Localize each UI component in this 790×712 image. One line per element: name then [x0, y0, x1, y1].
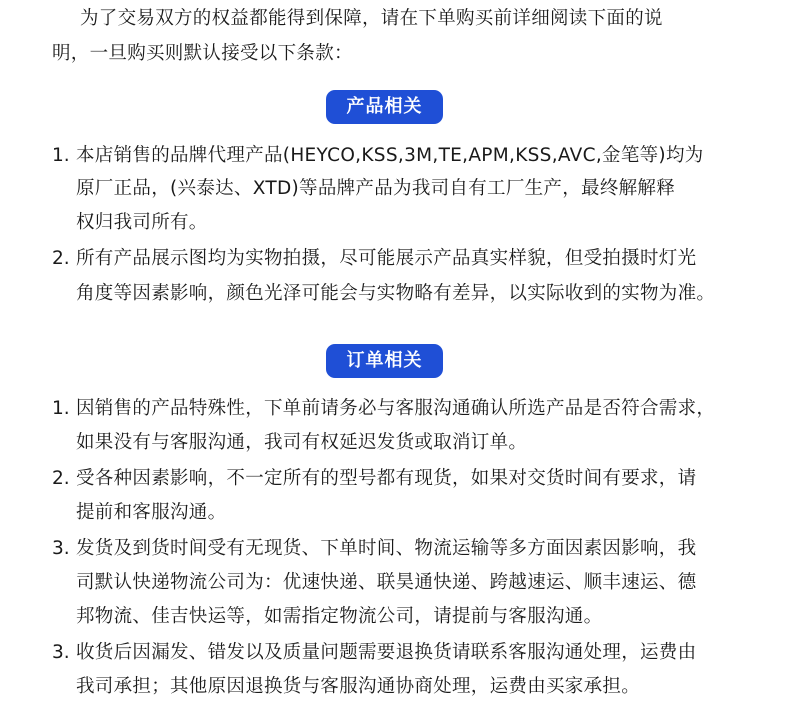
product-item-1-number: 1.: [52, 145, 70, 166]
order-item-4-number: 3.: [52, 642, 70, 663]
order-section-title: 订单相关: [326, 344, 443, 378]
order-item-4-line-1: 收货后因漏发、错发以及质量问题需要退换货请联系客服沟通处理，运费由: [76, 642, 697, 663]
product-item-1-line-3: 权归我司所有。: [76, 212, 208, 233]
order-item-2-number: 2.: [52, 468, 70, 489]
order-item-1-number: 1.: [52, 398, 70, 419]
order-item-2-line-1: 受各种因素影响，不一定所有的型号都有现货，如果对交货时间有要求，请: [76, 468, 697, 489]
product-item-2-number: 2.: [52, 248, 70, 269]
order-item-4-line-2: 我司承担；其他原因退换货与客服沟通协商处理，运费由买家承担。: [76, 676, 641, 697]
product-item-2-line-1: 所有产品展示图均为实物拍摄，尽可能展示产品真实样貌，但受拍摄时灯光: [76, 248, 697, 269]
product-item-1-line-1: 本店销售的品牌代理产品(HEYCO,KSS,3M,TE,APM,KSS,AVC,金笔等)均为: [76, 145, 704, 166]
product-section-title: 产品相关: [326, 90, 443, 124]
product-item-1-line-2: 原厂正品，(兴泰达、XTD)等品牌产品为我司自有工厂生产，最终解解释: [76, 178, 676, 199]
intro-line-1: 为了交易双方的权益都能得到保障，请在下单购买前详细阅读下面的说: [80, 8, 663, 29]
order-item-3-line-2: 司默认快递物流公司为：优速快递、联昊通快递、跨越速运、顺丰速运、德: [76, 572, 697, 593]
order-item-1-line-2: 如果没有与客服沟通，我司有权延迟发货或取消订单。: [76, 432, 528, 453]
order-item-1-line-1: 因销售的产品特殊性，下单前请务必与客服沟通确认所选产品是否符合需求，: [76, 398, 716, 419]
order-item-3-number: 3.: [52, 538, 70, 559]
order-item-3-line-1: 发货及到货时间受有无现货、下单时间、物流运输等多方面因素因影响，我: [76, 538, 697, 559]
order-item-3-line-3: 邦物流、佳吉快运等，如需指定物流公司，请提前与客服沟通。: [76, 606, 603, 627]
order-item-2-line-2: 提前和客服沟通。: [76, 502, 227, 523]
intro-line-2: 明，一旦购买则默认接受以下条款：: [52, 43, 353, 64]
product-item-2-line-2: 角度等因素影响，颜色光泽可能会与实物略有差异，以实际收到的实物为准。: [76, 283, 716, 304]
